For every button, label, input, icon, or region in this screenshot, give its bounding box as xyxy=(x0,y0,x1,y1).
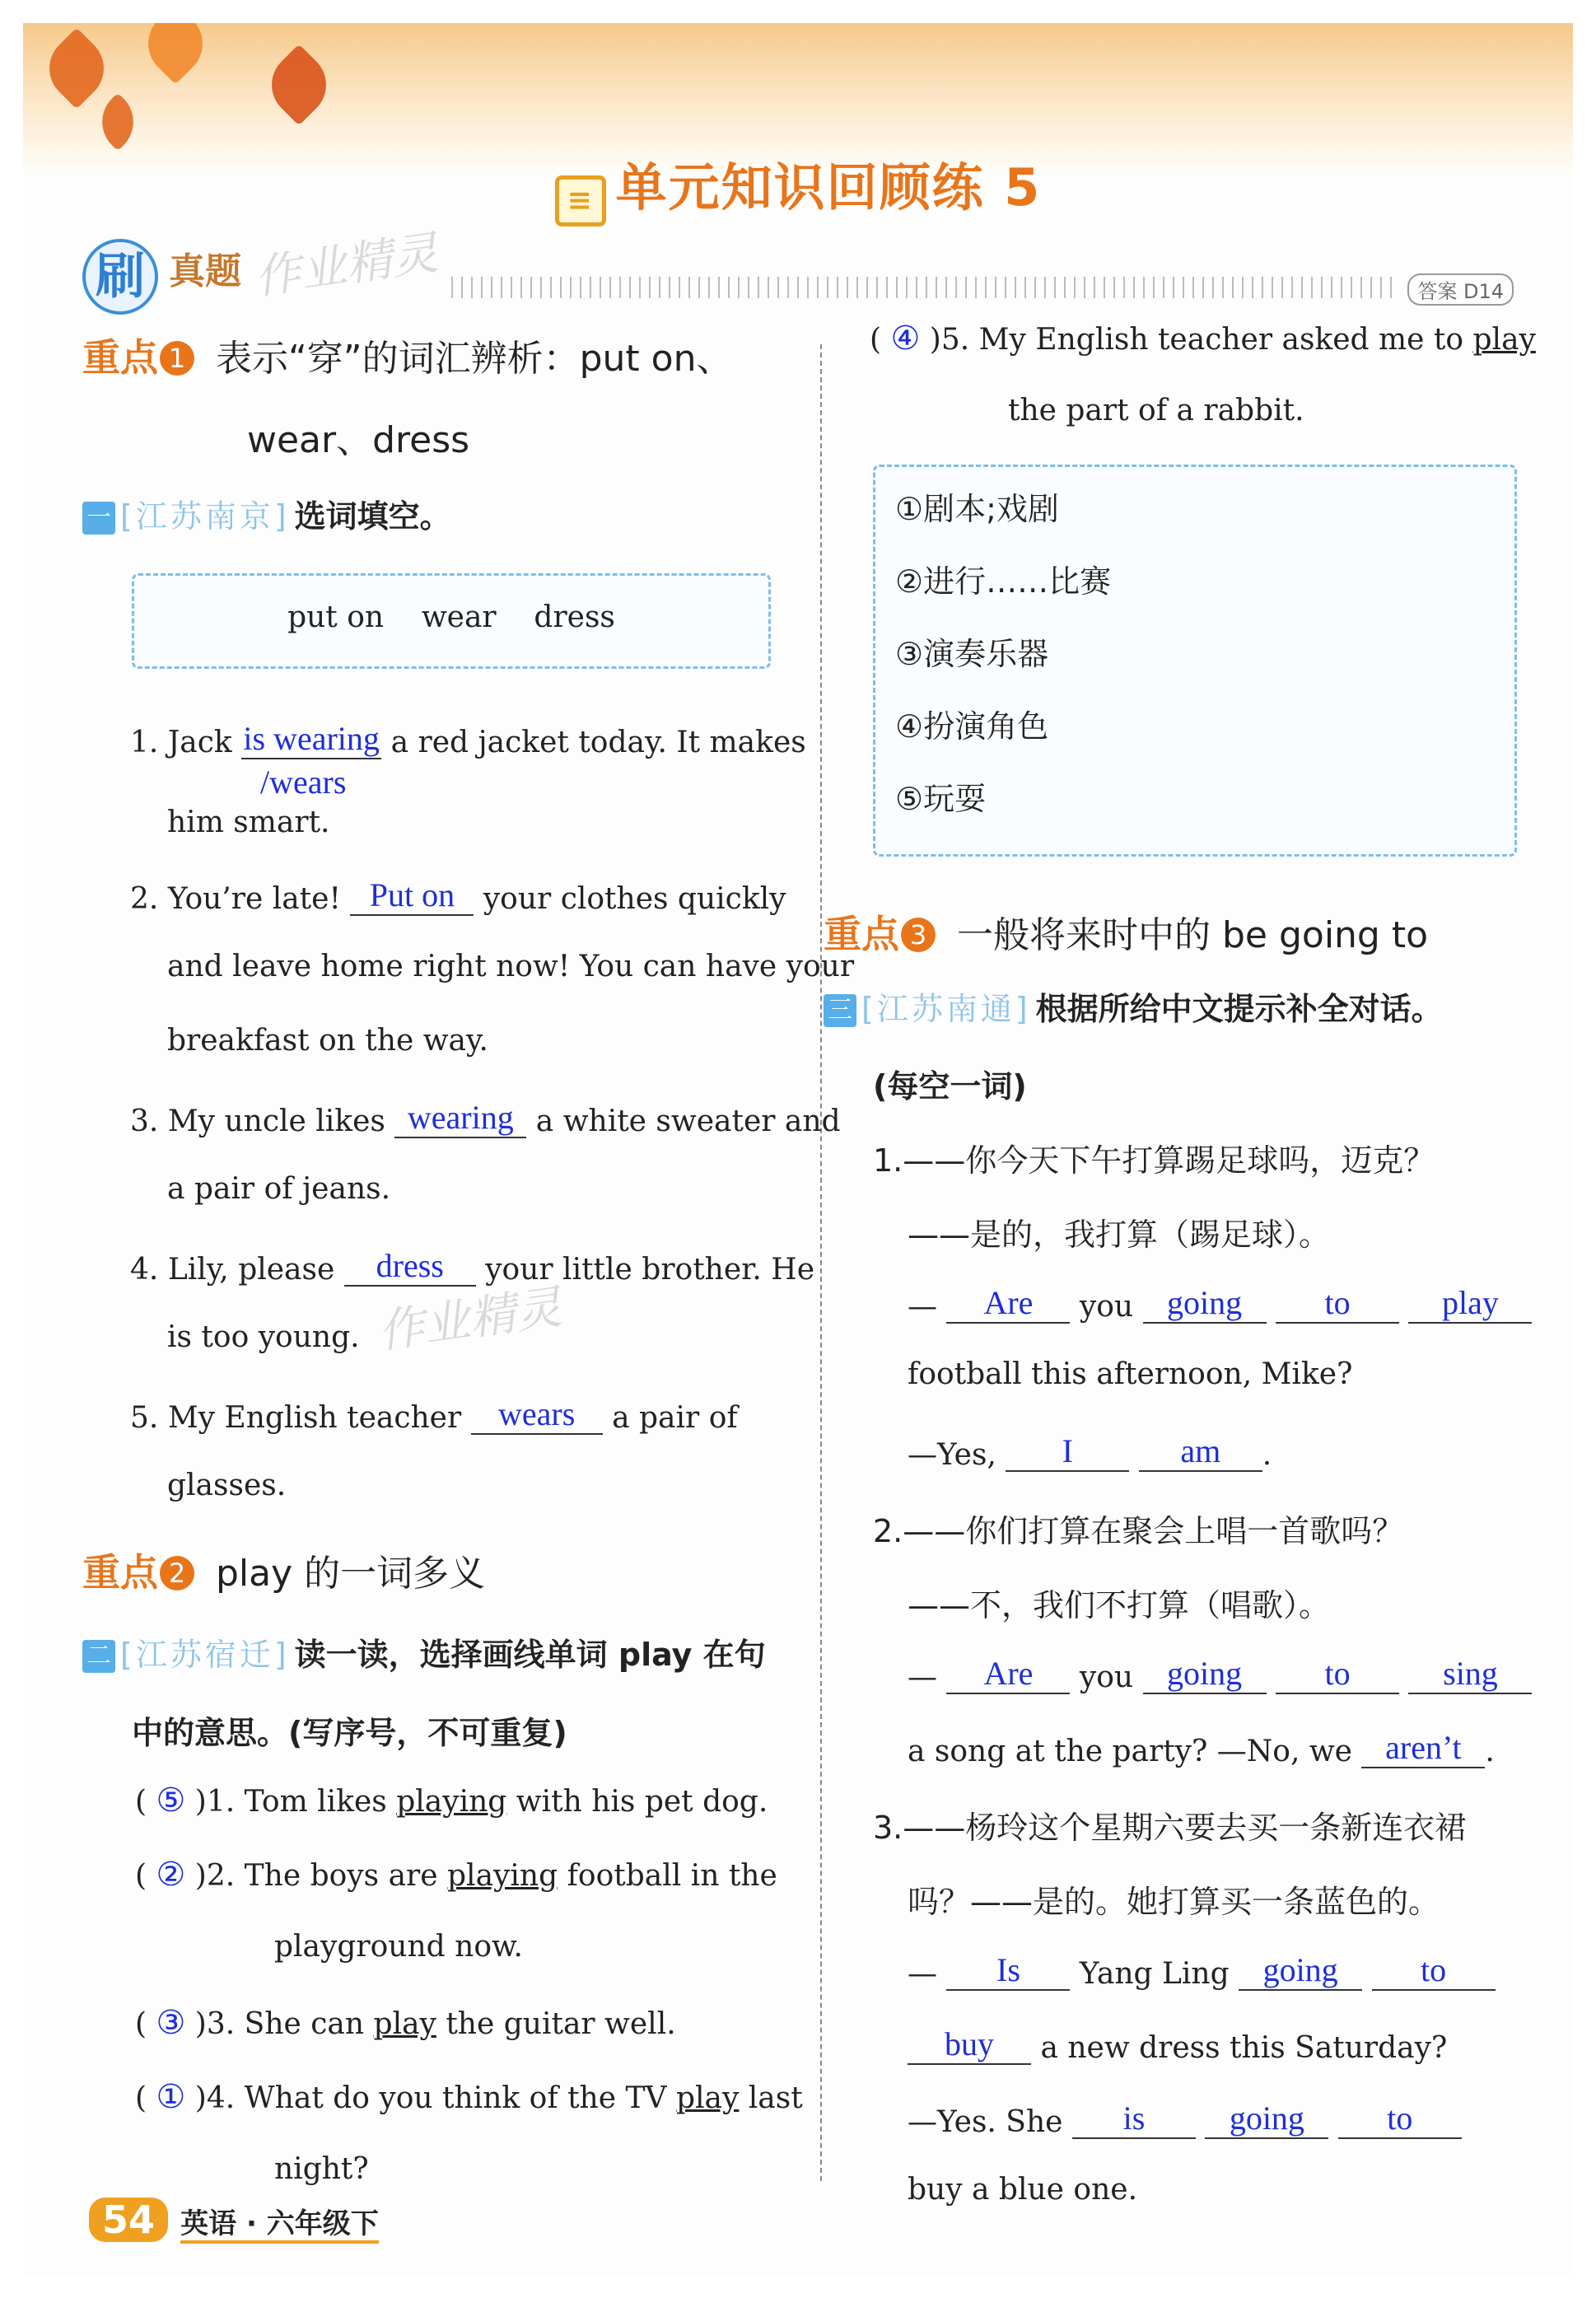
answer-blank[interactable]: aren’t xyxy=(1361,1728,1485,1768)
k3-item-2-zh2: ——不，我们不打算（唱歌）。 xyxy=(908,1587,1331,1623)
k3-item-1-reply: —Yes, I am . xyxy=(908,1432,1272,1472)
column-divider xyxy=(820,344,822,2181)
page-footer xyxy=(89,2198,379,2242)
k3-item-2-tail: a song at the party? —No, we aren’t . xyxy=(908,1729,1495,1768)
answer-blank[interactable]: play xyxy=(1408,1283,1532,1324)
maple-leaf-icon xyxy=(36,28,118,110)
zhenti-label: 真题 xyxy=(169,250,242,292)
answer-blank[interactable]: going xyxy=(1239,1950,1362,1991)
k3-item-3-q2: buy a new dress this Saturday? xyxy=(908,2025,1447,2065)
k3-item-1-tail: football this afternoon, Mike? xyxy=(908,1357,1353,1391)
answer-reference[interactable]: 答案 D14 xyxy=(1407,273,1514,306)
section-header-zhenti xyxy=(82,239,241,315)
question-2-instruction-cont: 中的意思。(写序号，不可重复) xyxy=(132,1715,567,1751)
answer-blank[interactable]: wearing xyxy=(394,1098,526,1138)
k2-item-2-cont: playground now. xyxy=(274,1930,523,1964)
key2-heading: 重点 2 play 的一词多义 xyxy=(82,1550,486,1595)
answer-blank[interactable]: Are xyxy=(946,1654,1070,1694)
answer-blank[interactable]: dress xyxy=(344,1246,476,1287)
k1-item-1-alt: /wears xyxy=(260,764,347,801)
option-4: ④扮演角色 xyxy=(895,708,1049,745)
answer-blank[interactable]: to xyxy=(1372,1950,1496,1991)
k2-item-5: ( ④ )5. My English teacher asked me to play xyxy=(870,320,1536,357)
document-icon: ≡ xyxy=(555,175,606,227)
k1-item-1: 1. Jack is wearing a red jacket today. It makes xyxy=(130,720,806,759)
answer-blank[interactable]: is xyxy=(1072,2099,1196,2139)
k2-item-3: ( ③ )3. She can play the guitar well. xyxy=(135,2004,676,2042)
watermark: 作业精灵 xyxy=(251,226,442,306)
answer-circle[interactable]: ⑤ xyxy=(156,1782,186,1819)
k1-item-2-cont: and leave home right now! You can have your xyxy=(167,950,855,983)
subject-label: 英语 · 六年级下 xyxy=(180,2207,379,2244)
option-2: ②进行……比赛 xyxy=(895,563,1112,600)
answer-blank[interactable]: going xyxy=(1143,1654,1267,1694)
k2-item-5-cont: the part of a rabbit. xyxy=(1008,394,1304,427)
answer-circle[interactable]: ③ xyxy=(156,2004,186,2042)
k1-item-2: 2. You’re late! Put on your clothes quickly xyxy=(130,876,786,916)
answer-blank[interactable]: wears xyxy=(471,1394,603,1435)
answer-blank[interactable]: I xyxy=(1006,1432,1129,1472)
page-number: 54 xyxy=(89,2198,168,2242)
maple-leaf-icon xyxy=(89,93,147,152)
k3-item-3-zh1: 3.——杨玲这个星期六要去买一条新连衣裙 xyxy=(873,1810,1467,1846)
answer-circle[interactable]: ④ xyxy=(890,320,921,357)
workbook-page xyxy=(23,23,1573,2275)
answer-blank[interactable]: Is xyxy=(946,1950,1070,1991)
answer-blank[interactable]: to xyxy=(1276,1654,1399,1694)
answer-blank[interactable]: is wearing xyxy=(241,719,381,759)
k3-item-1-zh1: 1.——你今天下午打算踢足球吗，迈克？ xyxy=(873,1142,1435,1179)
key3-heading: 重点 3 一般将来时中的 be going to xyxy=(824,912,1429,956)
k3-item-3-zh2: 吗？——是的。她打算买一条蓝色的。 xyxy=(908,1884,1440,1920)
answer-blank[interactable]: Put on xyxy=(350,876,474,916)
k3-item-3-q: — Is Yang Ling going to xyxy=(908,1950,1496,1991)
k3-item-2-q: — Are you going to sing xyxy=(908,1654,1532,1694)
k2-item-1: ( ⑤ )1. Tom likes playing with his pet dog. xyxy=(135,1782,768,1819)
answer-circle[interactable]: ① xyxy=(156,2078,186,2116)
shua-badge: 刷 xyxy=(82,239,158,315)
answer-blank[interactable]: Are xyxy=(946,1283,1070,1324)
k1-item-4: 4. Lily, please dress your little brother. He xyxy=(130,1247,814,1287)
answer-blank[interactable]: am xyxy=(1139,1432,1262,1472)
k2-item-2: ( ② )2. The boys are playing football in the xyxy=(135,1856,777,1894)
answer-blank[interactable]: to xyxy=(1276,1283,1399,1324)
page-title: ≡ 单元知识回顾练 5 xyxy=(23,147,1573,227)
answer-blank[interactable]: sing xyxy=(1408,1654,1532,1694)
answer-blank[interactable]: buy xyxy=(908,2025,1031,2065)
question-2-instruction: 二 [江苏宿迁] 读一读，选择画线单词 play 在句 xyxy=(82,1629,766,1674)
answer-blank[interactable]: going xyxy=(1143,1283,1267,1324)
k2-item-4: ( ① )4. What do you think of the TV play last xyxy=(135,2078,803,2116)
k3-item-1-q: — Are you going to play xyxy=(908,1283,1532,1324)
k1-item-3: 3. My uncle likes wearing a white sweater and xyxy=(130,1099,841,1138)
option-5: ⑤玩耍 xyxy=(895,781,987,817)
answer-blank[interactable]: going xyxy=(1205,2099,1328,2139)
option-1: ①剧本;戏剧 xyxy=(895,491,1059,527)
answer-blank[interactable]: to xyxy=(1338,2099,1462,2139)
answer-circle[interactable]: ② xyxy=(156,1856,186,1894)
k1-item-1-cont: him smart. xyxy=(167,806,330,839)
maple-leaf-icon xyxy=(135,23,217,84)
decorative-ruler xyxy=(451,277,1392,298)
word-bank: put on wear dress xyxy=(287,600,615,634)
option-3: ③演奏乐器 xyxy=(895,636,1049,672)
key1-heading-cont: wear、dress xyxy=(247,419,470,461)
k1-item-5-cont: glasses. xyxy=(167,1469,287,1502)
k1-item-4-cont: is too young. xyxy=(167,1320,360,1354)
k1-item-2-cont2: breakfast on the way. xyxy=(167,1024,488,1058)
k3-item-3-end: buy a blue one. xyxy=(908,2173,1138,2207)
watermark: 作业精灵 xyxy=(375,1280,566,1360)
question-3-note: (每空一词) xyxy=(873,1068,1027,1105)
meaning-options-box xyxy=(873,465,1517,857)
k2-item-4-cont: night? xyxy=(274,2152,369,2186)
key1-heading: 重点 1 表示“穿”的词汇辨析：put on、 xyxy=(82,335,733,380)
maple-leaf-icon xyxy=(259,44,340,126)
question-3-instruction: 三 [江苏南通] 根据所给中文提示补全对话。 xyxy=(824,983,1443,1029)
k3-item-3-reply: —Yes. She is going to xyxy=(908,2099,1462,2139)
k1-item-3-cont: a pair of jeans. xyxy=(167,1172,391,1206)
k3-item-2-zh1: 2.——你们打算在聚会上唱一首歌吗？ xyxy=(873,1513,1404,1549)
k1-item-5: 5. My English teacher wears a pair of xyxy=(130,1395,738,1435)
k3-item-1-zh2: ——是的，我打算（踢足球）。 xyxy=(908,1217,1331,1253)
question-1-instruction: 一 [江苏南京] 选词填空。 xyxy=(82,491,451,536)
word-bank-box xyxy=(132,573,771,669)
